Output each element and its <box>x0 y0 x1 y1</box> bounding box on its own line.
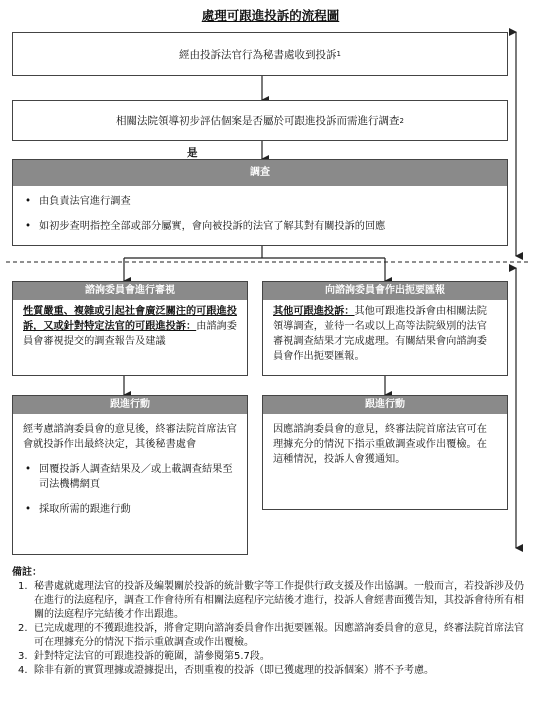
right-follow-up-text: 因應諮詢委員會的意見，終審法院首席法官可在理據充分的情況下指示重啟調查或作出覆檢。在這種情況，投訴人會獲通知。 <box>273 424 487 465</box>
investigation-bullet: • 由負責法官進行調查 <box>23 194 497 209</box>
footnote-ref-2: 2 <box>399 116 404 125</box>
advisory-committee-review-box <box>12 281 248 376</box>
left-follow-up-header: 跟進行動 <box>13 396 247 414</box>
step-assessment-text: 相關法院領導初步評估個案是否屬於可跟進投訴而需進行調查 <box>116 115 400 127</box>
note-text: 秘書處就處理法官的投訴及編製關於投訴的統計數字等工作提供行政支援及作出協調。一般而言，若投訴涉及仍在進行的法庭程序，調查工作會待所有相關法庭程序完結後才進行，投訴人會經書面獲告知，其投訴會待所有相關的法庭程序完結後才作出跟進。 <box>34 581 524 620</box>
note-text: 除非有新的實質理據或證據提出，否則重複的投訴（即已獲處理的投訴個案）將不予考慮。 <box>34 665 434 676</box>
brief-report-box <box>262 281 508 376</box>
note-item <box>12 580 532 622</box>
investigation-header: 調查 <box>13 160 507 186</box>
advisory-review-header: 諮詢委員會進行審視 <box>13 282 247 300</box>
follow-up-bullet: • 回覆投訴人調查結果及／或上載調查結果至司法機構網頁 <box>23 462 237 492</box>
investigation-box <box>12 159 508 246</box>
step-initial-assessment <box>12 100 508 141</box>
right-follow-up-header: 跟進行動 <box>263 396 507 414</box>
note-text: 針對特定法官的可跟進投訴的範圍，請參閱第5.7段。 <box>34 651 270 662</box>
left-follow-up-intro: 經考慮諮詢委員會的意見後，終審法院首席法官會就投訴作出最終決定，其後秘書處會 <box>23 424 237 450</box>
serious-complaint-heading: 性質嚴重、複雜或引起社會廣泛關注的可跟進投訴，又或針對特定法官的可跟進投訴： <box>23 306 237 332</box>
diagram-title: 處理可跟進投訴的流程圖 <box>201 8 340 23</box>
investigation-body <box>13 186 507 240</box>
yes-label: 是 <box>187 147 198 159</box>
follow-up-bullet: • 採取所需的跟進行動 <box>23 502 237 517</box>
notes-title: 備註： <box>12 567 42 578</box>
brief-report-text: 其他可跟進投訴會由相關法院領導調查，並待一名或以上高等法院級別的法官審視調查結果才完成處理。有關結果會向諮詢委員會作出扼要匯報。 <box>273 306 487 362</box>
note-text: 已完成處理的不獲跟進投訴，將會定期向諮詢委員會作出扼要匯報。因應諮詢委員會的意見，終審法院首席法官可在理據充分的情況下指示重啟調查或作出覆檢。 <box>34 623 524 648</box>
left-follow-up-body <box>13 414 247 525</box>
note-number: 2. <box>18 623 28 634</box>
notes-section <box>12 566 532 678</box>
right-follow-up-box <box>262 395 508 510</box>
advisory-review-text: 由諮詢委員會審視提交的調查報告及建議 <box>23 321 237 347</box>
note-item <box>12 664 532 678</box>
brief-report-body <box>263 300 507 368</box>
advisory-review-body <box>13 300 247 353</box>
note-item <box>12 622 532 650</box>
note-number: 1. <box>18 581 28 592</box>
note-item <box>12 650 532 664</box>
left-follow-up-box <box>12 395 248 555</box>
step-receive-text: 經由投訴法官行為秘書處收到投訴 <box>179 48 337 61</box>
other-complaint-heading: 其他可跟進投訴： <box>273 306 355 317</box>
note-number: 3. <box>18 651 28 662</box>
footnote-ref-1: 1 <box>336 50 341 58</box>
note-number: 4. <box>18 665 28 676</box>
brief-report-header: 向諮詢委員會作出扼要匯報 <box>263 282 507 300</box>
step-receive-complaint <box>12 32 508 76</box>
investigation-bullet: • 如初步查明指控全部或部分屬實，會向被投訴的法官了解其對有關投訴的回應 <box>23 219 497 234</box>
